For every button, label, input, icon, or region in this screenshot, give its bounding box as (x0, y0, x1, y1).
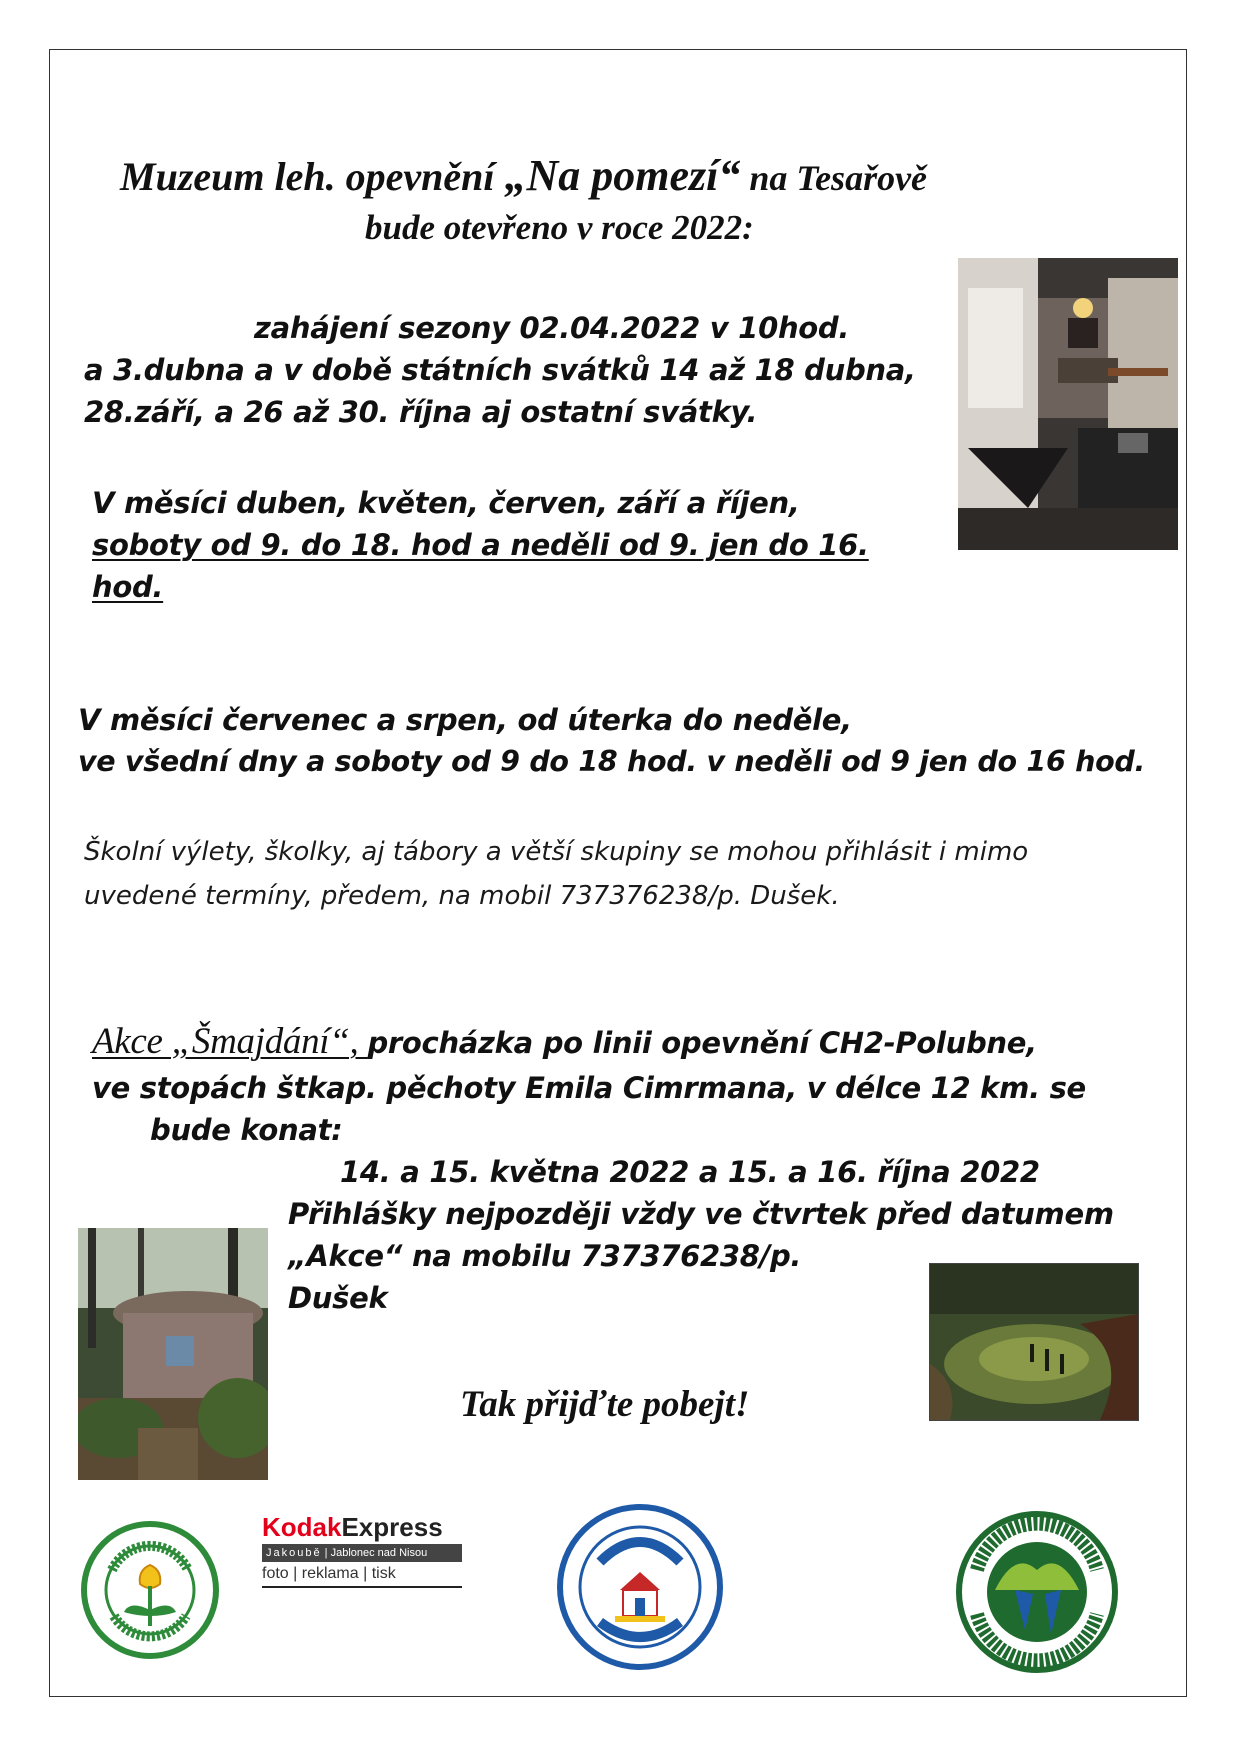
akce-line-1 (92, 1022, 1037, 1063)
title-part-2: „Na pomezí“ (504, 151, 741, 200)
trench-photo (929, 1263, 1139, 1421)
kodak-city: Jablonec nad Nisou (330, 1547, 428, 1559)
kodak-services: foto | reklama | tisk (262, 1562, 462, 1588)
page-title (120, 150, 927, 201)
chko-jizerske-hory-logo (80, 1520, 220, 1660)
akce-line-1-rest: procházka po linii opevnění CH2-Polubne, (367, 1026, 1037, 1060)
akce-signup-1: Přihlášky nejpozději vždy ve čtvrtek před datumem (288, 1197, 1114, 1231)
title-part-1: Muzeum leh. opevnění (120, 154, 505, 199)
akce-dates: 14. a 15. května 2022 a 15. a 16. října 2022 (340, 1155, 1040, 1189)
closing-line: Tak přijďte pobejt! (460, 1384, 750, 1425)
season-line-1: zahájení sezony 02.04.2022 v 10hod. (254, 311, 850, 345)
krnap-logo (955, 1510, 1120, 1675)
akce-signup-3: Dušek (288, 1281, 388, 1315)
spring-line-3: hod. (92, 570, 164, 604)
groups-line-2: uvedené termíny, předem, na mobil 737376238/p. Dušek. (84, 881, 840, 911)
akce-signup-2: „Akce“ na mobilu 737376238/p. (288, 1239, 802, 1273)
page-subtitle: bude otevřeno v roce 2022: (365, 208, 754, 247)
summer-line-1: V měsíci červenec a srpen, od úterka do neděle, (78, 703, 852, 737)
spring-line-1: V měsíci duben, květen, červen, září a říjen, (92, 486, 800, 520)
akce-line-3: bude konat: (150, 1113, 343, 1147)
season-line-2: a 3.dubna a v době státních svátků 14 až 18 dubna, (84, 353, 916, 387)
kodak-owner: Jakoubě (266, 1547, 322, 1559)
title-part-3: na Tesařově (740, 158, 928, 198)
summer-line-2: ve všední dny a soboty od 9 do 18 hod. v neděli od 9 jen do 16 hod. (78, 745, 1145, 778)
bunker-interior-photo (958, 258, 1178, 550)
kodak-express: Express (341, 1512, 443, 1542)
jizerky-pro-vas-logo (555, 1502, 725, 1672)
spring-line-2: soboty od 9. do 18. hod a neděli od 9. jen do 16. (92, 528, 869, 562)
forest-bunker-photo (78, 1228, 268, 1480)
akce-line-2: ve stopách štkap. pěchoty Emila Cimrmana, v délce 12 km. se (92, 1071, 1086, 1105)
kodak-brand: Kodak (262, 1512, 342, 1542)
kodak-express-logo: KodakExpress Jakoubě | Jablonec nad Nisou foto | reklama | tisk (262, 1512, 462, 1597)
groups-line-1: Školní výlety, školky, aj tábory a větší skupiny se mohou přihlásit i mimo (84, 837, 1029, 867)
akce-name: Akce „Šmajdání“, (92, 1021, 368, 1062)
season-line-3: 28.září, a 26 až 30. října aj ostatní svátky. (84, 395, 758, 429)
